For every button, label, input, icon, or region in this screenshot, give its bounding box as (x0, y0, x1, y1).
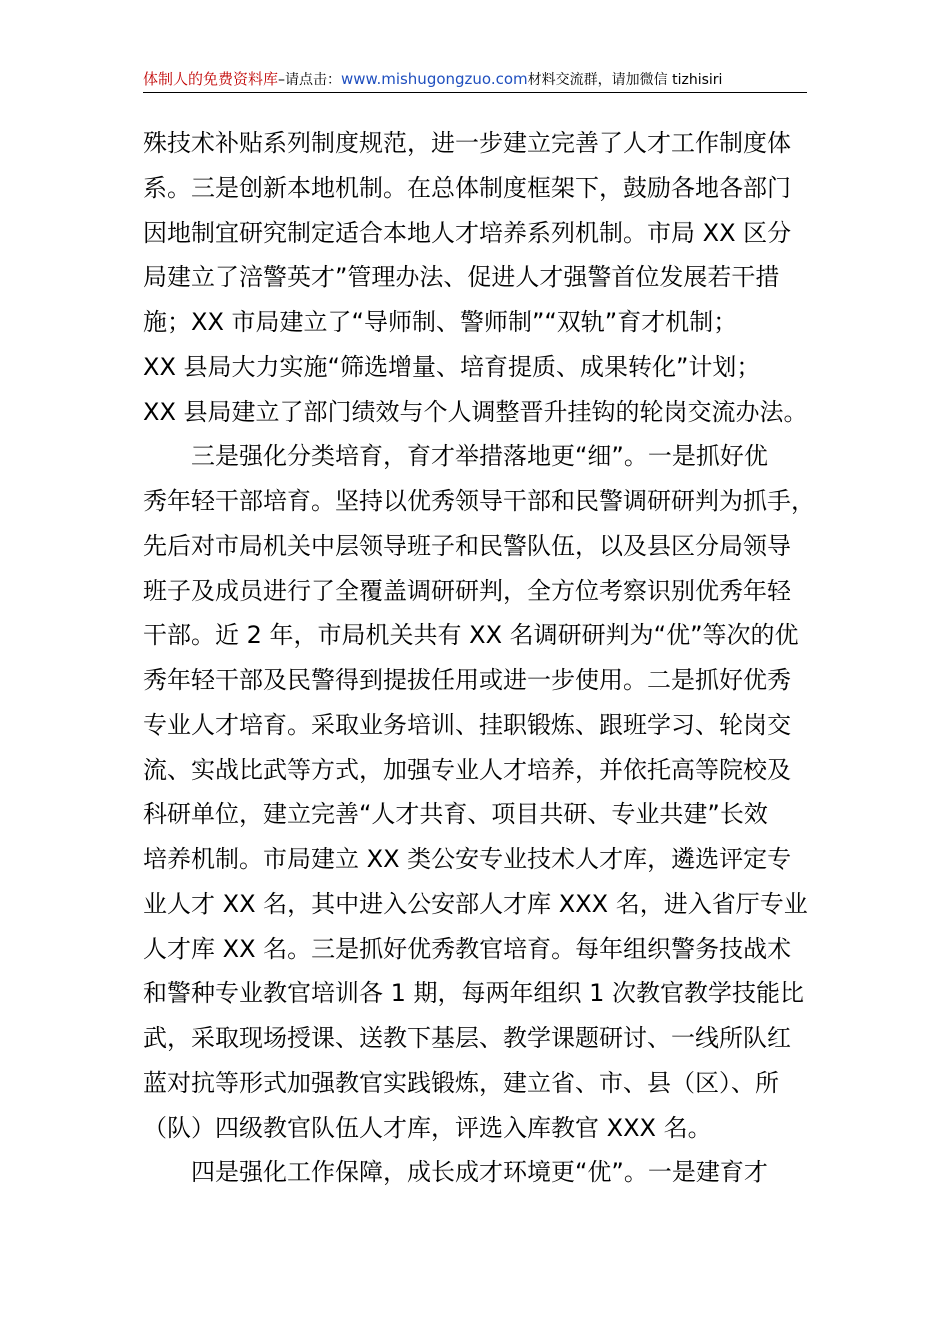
text-line: 业人才 XX 名，其中进入公安部人才库 XXX 名，进入省厅专业 (143, 889, 808, 918)
text-line: 施；XX 市局建立了“导师制、警师制”“双轨”育才机制； (143, 308, 738, 336)
text-line: 人才库 XX 名。三是抓好优秀教官培育。每年组织警务技战术 (143, 934, 792, 963)
page-header (143, 68, 807, 93)
text-line: 秀年轻干部培育。坚持以优秀领导干部和民警调研研判为抓手， (143, 487, 815, 515)
text-line: 武，采取现场授课、送教下基层、教学课题研讨、一线所队红 (143, 1024, 791, 1052)
text-line: 流、实战比武等方式，加强专业人才培养，并依托高等院校及 (143, 755, 791, 784)
document-body (143, 121, 823, 1195)
text-line: XX 县局建立了部门绩效与个人调整晋升挂钩的轮岗交流办法。 (143, 397, 808, 426)
text-line: （队）四级教官队伍人才库，评选入库教官 XXX 名。 (143, 1113, 712, 1142)
header-url-link[interactable]: www.mishugongzuo.com (341, 70, 528, 88)
text-line: 殊技术补贴系列制度规范，进一步建立完善了人才工作制度体 (143, 129, 791, 157)
text-line: 蓝对抗等形式加强教官实践锻炼，建立省、市、县（区）、所 (143, 1068, 779, 1097)
text-line: 先后对市局机关中层领导班子和民警队伍，以及县区分局领导 (143, 531, 791, 560)
paragraph-start-line: 三是强化分类培育，育才举措落地更“细”。一是抓好优 (191, 442, 768, 471)
text-line: 专业人才培育。采取业务培训、挂职锻炼、跟班学习、轮岗交 (143, 710, 791, 739)
text-line: XX 县局大力实施“筛选增量、培育提质、成果转化”计划； (143, 352, 761, 381)
text-line: 因地制宜研究制定适合本地人才培养系列机制。市局 XX 区分 (143, 218, 792, 247)
text-line: 和警种专业教官培训各 1 期，每两年组织 1 次教官教学技能比 (143, 979, 805, 1008)
text-line: 系。三是创新本地机制。在总体制度框架下，鼓励各地各部门 (143, 173, 791, 202)
text-line: 秀年轻干部及民警得到提拔任用或进一步使用。二是抓好优秀 (143, 666, 791, 694)
header-brand: 体制人的免费资料库 (143, 70, 279, 88)
text-line: 干部。近 2 年，市局机关共有 XX 名调研研判为“优”等次的优 (143, 621, 799, 650)
text-line: 班子及成员进行了全覆盖调研研判，全方位考察识别优秀年轻 (143, 576, 791, 605)
header-prompt: –请点击： (278, 72, 342, 88)
text-line: 局建立了涪警英才”管理办法、促进人才强警首位发展若干措 (143, 263, 780, 292)
text-line: 科研单位，建立完善“人才共育、项目共研、专业共建”长效 (143, 800, 768, 829)
header-contact-text: 材料交流群，请加微信 tizhisiri (527, 72, 723, 88)
paragraph-start-line: 四是强化工作保障，成长成才环境更“优”。一是建育才 (191, 1158, 768, 1187)
text-line: 培养机制。市局建立 XX 类公安专业技术人才库，遴选评定专 (143, 845, 792, 873)
